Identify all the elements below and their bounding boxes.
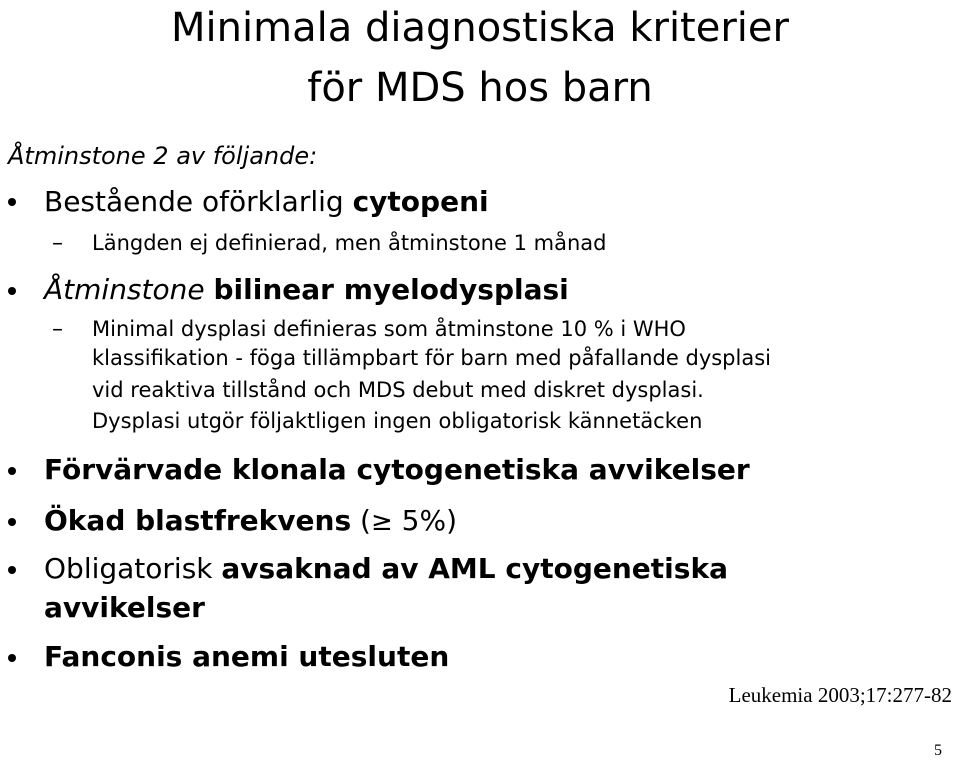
geq-symbol: ≥	[370, 507, 393, 537]
sub-bullet-duration: Längden ej definierad, men åtminstone 1 månad	[92, 231, 607, 255]
bullet-bold-text: Ökad blastfrekvens	[44, 504, 352, 537]
bullet-myelodysplasi	[44, 272, 569, 308]
title-line-1: Minimala diagnostiska kriterier	[171, 5, 789, 51]
bullet-aml-cytogenetik	[44, 551, 728, 587]
sub-bullet-line: vid reaktiva tillstånd och MDS debut med diskret dysplasi.	[92, 378, 704, 402]
bullet-bold-text: avsaknad av AML cytogenetiska	[221, 552, 728, 585]
dash-marker: –	[52, 231, 63, 256]
bullet-cytogenetik: Förvärvade klonala cytogenetiska avvikelser	[44, 453, 750, 486]
bullet-dot	[8, 287, 16, 295]
bullet-text: Bestående oförklarlig	[44, 185, 353, 218]
intro-text: Åtminstone 2 av följande:	[8, 142, 318, 170]
bullet-italic-text: Åtminstone	[44, 273, 214, 306]
sub-bullet-line: klassifikation - föga tillämpbart för barn med påfallande dysplasi	[92, 346, 771, 370]
bullet-dot	[8, 566, 16, 574]
bullet-dot	[8, 467, 16, 475]
dash-marker: –	[52, 317, 63, 342]
bullet-dot	[8, 518, 16, 526]
paren-open: (	[351, 504, 371, 537]
title-line-2: för MDS hos barn	[307, 65, 653, 111]
bullet-continuation: avvikelser	[44, 591, 205, 624]
bullet-dot	[8, 198, 16, 206]
sub-bullet-line: Dysplasi utgör följaktligen ingen obligatorisk kännetäcken	[92, 409, 703, 433]
threshold-value: 5%)	[392, 504, 458, 537]
citation: Leukemia 2003;17:277-82	[728, 683, 952, 707]
bullet-blastfrekvens	[44, 503, 457, 540]
bullet-text: Obligatorisk	[44, 552, 222, 585]
bullet-bold-text: bilinear myelodysplasi	[213, 273, 569, 306]
bullet-bold-text: cytopeni	[352, 185, 489, 218]
page-number: 5	[934, 742, 942, 759]
bullet-cytopeni	[44, 184, 489, 220]
sub-bullet-line: Minimal dysplasi definieras som åtminstone 10 % i WHO	[92, 317, 686, 341]
bullet-fanconi: Fanconis anemi utesluten	[44, 640, 450, 673]
bullet-dot	[8, 654, 16, 662]
slide-title	[0, 0, 960, 116]
